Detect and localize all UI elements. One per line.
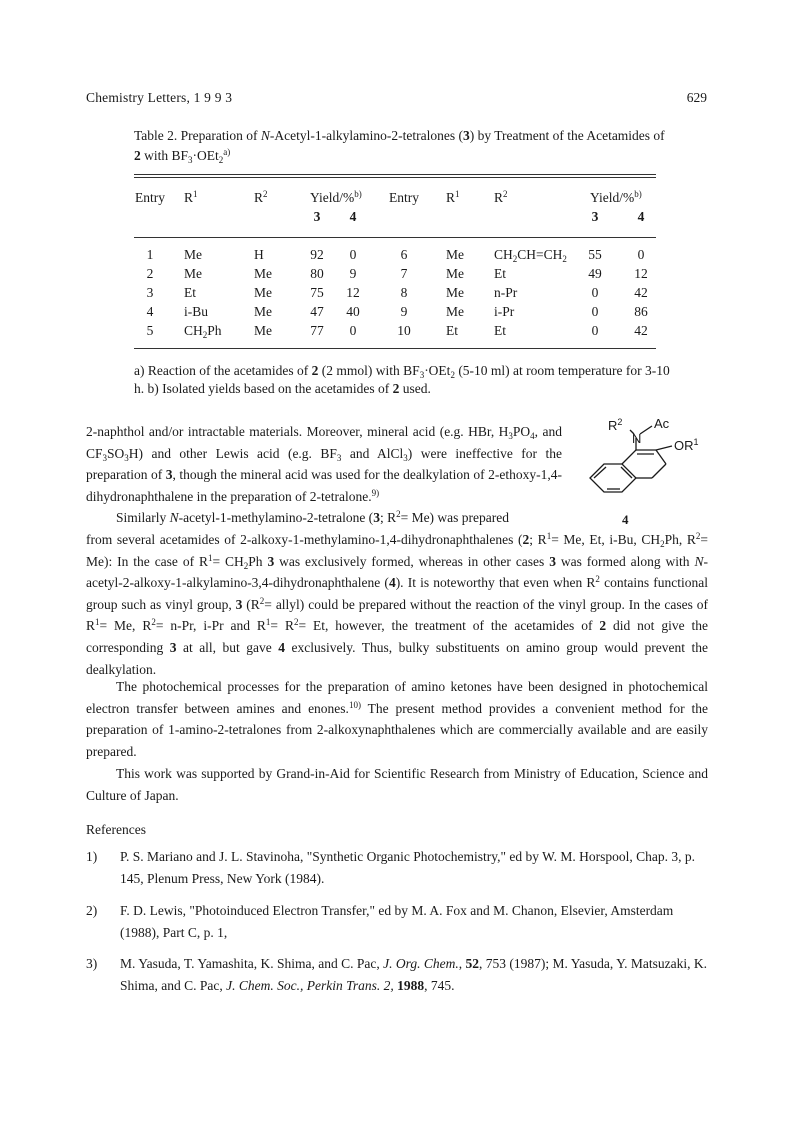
cell-entry: 6 [400, 247, 408, 262]
data-table [134, 174, 656, 349]
cell-yield-3: 55 [588, 247, 602, 262]
cell-entry: 9 [400, 304, 408, 319]
reference-3-number: 3) [86, 956, 98, 971]
ring-bond-c1 [622, 450, 636, 464]
structure-r2-label: $R^2$ [608, 417, 623, 433]
cell-r2: $CH_2CH=CH_2$ [494, 247, 567, 264]
cell-yield-3: 49 [588, 266, 602, 281]
paragraph-2-lead-text: Similarly N-acetyl-1-methylamino-2-tetralone (3; $R^2= Me$) was prepared [116, 509, 510, 525]
cell-yield-3: 77 [310, 323, 324, 338]
tetralone-structure-svg [580, 416, 710, 528]
header-entry-2: Entry [389, 190, 419, 205]
cell-yield-3: 75 [310, 285, 324, 300]
page-number: 629 [686, 90, 707, 105]
cell-r1: Et [184, 285, 196, 300]
header-r2: $R^2$ [254, 189, 268, 205]
ring-bond-c3c4 [652, 464, 666, 478]
paragraph-3 [86, 676, 708, 762]
header-r1-2: $R^1$ [446, 189, 460, 205]
header-yield-2: Yield/%$^{b)}$ [590, 189, 642, 205]
cell-yield-4: 42 [634, 285, 648, 300]
cell-yield-3: 47 [310, 304, 324, 319]
header-r2-2: $R^2$ [494, 189, 508, 205]
reference-2 [86, 900, 708, 944]
cell-r2: i-Pr [494, 304, 515, 319]
cell-r2: Et [494, 323, 506, 338]
cell-yield-4: 12 [634, 266, 648, 281]
bond-c2-o [656, 446, 672, 450]
table-subheader-row [134, 209, 656, 228]
table-row [134, 323, 656, 342]
reference-2-text: F. D. Lewis, "Photoinduced Electron Transfer," ed by M. A. Fox and M. Chanon, Elsevier, Amsterdam (1988), Part C, p. 1, [120, 903, 674, 940]
cell-entry: 1 [146, 247, 154, 262]
cell-r1: Me [446, 266, 464, 281]
header-yield: Yield/%$^{b)}$ [310, 189, 362, 205]
paragraph-2-text: from several acetamides of 2-alkoxy-1-methylamino-1,4-dihydronaphthalenes (2; $R^1= Me$, Et, i-Bu, $CH_2Ph$, $R^2= Me$): In the case of $R^1= CH_2Ph$ 3 was exclusively formed, whereas in other cases 3 was formed along with N-acetyl-2-alkoxy-1-alkylamino-3,4-dihydronaphthalene (4). It is noteworthy that even when $R^2$ contains functional group such as vinyl group, 3 ($R^2=$ allyl) could be prepared without the reaction of the vinyl group. In the cases of $R^1= Me$, $R^2= n-Pr$, i-Pr and $R^1= R^2= Et$, however, the treatment of the acetamides of 2 did not give the corresponding 3 at all, but gave 4 exclusively. Thus, bulky substituents on amino group would prevent the dealkylation. [86, 531, 708, 677]
cell-r2: H [254, 247, 264, 262]
paragraph-2 [86, 529, 708, 680]
table-row [134, 304, 656, 323]
ring-bond-c2c3 [656, 450, 666, 464]
cell-yield-3: 92 [310, 247, 324, 262]
cell-yield-4: 42 [634, 323, 648, 338]
paragraph-1-text: 2-naphthol and/or intractable materials. Moreover, mineral acid (e.g. HBr, $H_3PO_4$, and $CF_3SO_3H$) and other Lewis acid (e.g. $BF_3$ and AlCl$_3$) were ineffective for the preparation of 3, though the mineral acid was used for the dealkylation of 2-ethoxy-1,4-dihydronaphthalene in the preparation of 2-tetralone.$^{9)}$ [86, 424, 562, 504]
reference-1 [86, 846, 708, 890]
bond-n-ac [640, 426, 652, 434]
cell-r2: Me [254, 304, 272, 319]
cell-r1: Me [446, 247, 464, 262]
reference-1-text: P. S. Mariano and J. L. Stavinoha, "Synthetic Organic Photochemistry," ed by W. M. Horspool, Chap. 3, p. 145, Plenum Press, New York (1984). [120, 849, 695, 886]
cell-r2: n-Pr [494, 285, 518, 300]
cell-r1: Me [184, 247, 202, 262]
paragraph-4 [86, 763, 708, 806]
header-r1: $R^1$ [184, 189, 198, 205]
structure-n-label: N [632, 431, 642, 446]
cell-yield-3: 0 [591, 304, 599, 319]
cell-r1: $CH_2Ph$ [184, 323, 222, 340]
chemical-structure-4 [580, 416, 710, 528]
cell-entry: 5 [146, 323, 154, 338]
table-row [134, 285, 656, 304]
paragraph-2-lead [86, 507, 562, 529]
header-entry: Entry [135, 190, 165, 205]
cell-entry: 4 [146, 304, 154, 319]
cell-entry: 7 [400, 266, 408, 281]
cell-entry: 3 [146, 285, 154, 300]
structure-or-label: $OR^1$ [674, 437, 699, 453]
reference-2-number: 2) [86, 903, 98, 918]
table-bottom-rule [134, 348, 656, 349]
header-col3: 3 [313, 209, 321, 224]
cell-r2: Me [254, 266, 272, 281]
structure-compound-number: 4 [622, 512, 629, 527]
cell-yield-4: 0 [349, 247, 357, 262]
header-col4: 4 [349, 209, 357, 224]
cell-yield-4: 0 [349, 323, 357, 338]
header-col4-2: 4 [637, 209, 645, 224]
table-footnote: a) Reaction of the acetamides of 2 (2 mmol) with $BF_3\cdot OEt_2$ (5-10 ml) at room temperature for 3-10 h. b) Isolated yields based on the acetamides of 2 used. [134, 363, 670, 396]
reference-1-number: 1) [86, 849, 98, 864]
cell-yield-3: 0 [591, 285, 599, 300]
cell-yield-4: 12 [346, 285, 360, 300]
benzene-ring [590, 464, 636, 492]
header-col3-2: 3 [591, 209, 599, 224]
cell-yield-4: 9 [349, 266, 357, 281]
table-row [134, 247, 656, 266]
references-heading: References [86, 822, 146, 837]
cell-r1: Me [446, 285, 464, 300]
cell-yield-4: 40 [346, 304, 360, 319]
paragraph-1 [86, 421, 562, 507]
cell-entry: 8 [400, 285, 408, 300]
running-head [86, 90, 707, 110]
cell-yield-4: 86 [634, 304, 648, 319]
paragraph-3-text: The photochemical processes for the preparation of amino ketones have been designed in photochemical electron transfer between amines and enones.$^{10)}$ The present method provides a convenient method for the preparation of 1-amino-2-tetralones from 2-alkoxynaphthalenes which are commercially available and are easily prepared. [86, 679, 708, 759]
table-row [134, 266, 656, 285]
journal-name: Chemistry Letters, 1 9 9 3 [86, 90, 233, 105]
structure-ac-label: Ac [654, 416, 670, 431]
table-body [134, 247, 656, 342]
cell-yield-3: 80 [310, 266, 324, 281]
table-caption: Table 2. Preparation of N-Acetyl-1-alkylamino-2-tetralones (3) by Treatment of the Acetamides of 2 with $BF_3\cdot OEt_2^{a)}$ [134, 128, 665, 165]
cell-yield-3: 0 [591, 323, 599, 338]
cell-entry: 2 [146, 266, 154, 281]
cell-r2: Me [254, 323, 272, 338]
cell-entry: 10 [397, 323, 411, 338]
cell-r1: Me [446, 304, 464, 319]
reference-3-text: M. Yasuda, T. Yamashita, K. Shima, and C. Pac, J. Org. Chem., 52, 753 (1987); M. Yasuda, Y. Matsuzaki, K. Shima, and C. Pac, J. Chem. Soc., Perkin Trans. 2, 1988, 745. [120, 956, 708, 993]
table-header-row [134, 190, 656, 209]
cell-r1: i-Bu [184, 304, 209, 319]
reference-3 [86, 953, 708, 997]
cell-r2: Me [254, 285, 272, 300]
cell-yield-4: 0 [637, 247, 645, 262]
paragraph-4-text: This work was supported by Grand-in-Aid for Scientific Research from Ministry of Education, Science and Culture of Japan. [86, 766, 708, 803]
cell-r1: Me [184, 266, 202, 281]
cell-r1: Et [446, 323, 458, 338]
cell-r2: Et [494, 266, 506, 281]
